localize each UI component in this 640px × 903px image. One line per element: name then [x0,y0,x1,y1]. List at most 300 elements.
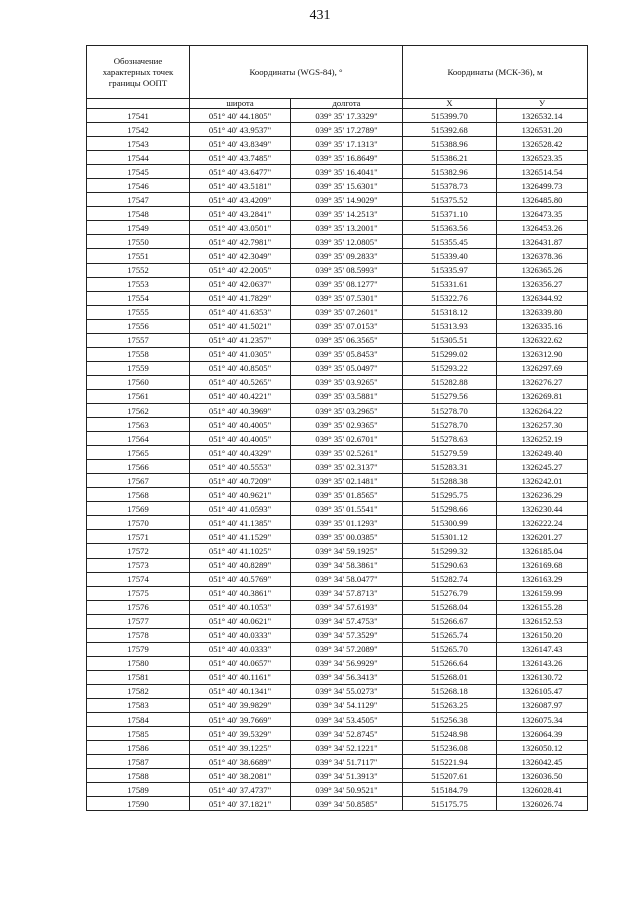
longitude-cell: 039° 34' 50.8585" [291,797,403,811]
x-coordinate-cell: 515355.45 [403,235,497,249]
latitude-cell: 051° 40' 39.1225" [190,741,291,755]
y-coordinate-cell: 1326531.20 [497,123,588,137]
table-row [87,502,588,516]
table-row [87,305,588,319]
latitude-cell: 051° 40' 43.0501" [190,221,291,235]
latitude-cell: 051° 40' 39.7669" [190,713,291,727]
point-id-cell: 17586 [87,741,190,755]
longitude-cell: 039° 34' 51.7117" [291,755,403,769]
latitude-cell: 051° 40' 41.2357" [190,333,291,347]
table-row [87,432,588,446]
y-coordinate-cell: 1326087.97 [497,698,588,712]
longitude-cell: 039° 35' 00.0385" [291,530,403,544]
latitude-cell: 051° 40' 41.6353" [190,305,291,319]
longitude-cell: 039° 35' 05.8453" [291,347,403,361]
table-row [87,783,588,797]
y-coordinate-cell: 1326163.29 [497,572,588,586]
point-id-cell: 17549 [87,221,190,235]
point-id-cell: 17587 [87,755,190,769]
longitude-cell: 039° 35' 05.0497" [291,361,403,375]
x-coordinate-cell: 515318.12 [403,305,497,319]
x-coordinate-cell: 515283.31 [403,460,497,474]
x-coordinate-cell: 515266.64 [403,656,497,670]
table-row [87,375,588,389]
table-row [87,755,588,769]
table-row [87,291,588,305]
table-row [87,319,588,333]
table-row [87,516,588,530]
x-coordinate-cell: 515278.70 [403,403,497,417]
latitude-cell: 051° 40' 40.5553" [190,460,291,474]
longitude-cell: 039° 34' 58.3861" [291,558,403,572]
y-coordinate-cell: 1326339.80 [497,305,588,319]
table-row [87,628,588,642]
latitude-cell: 051° 40' 40.1053" [190,600,291,614]
x-coordinate-cell: 515268.18 [403,684,497,698]
y-coordinate-cell: 1326028.41 [497,783,588,797]
y-coordinate-cell: 1326245.27 [497,460,588,474]
longitude-cell: 039° 35' 02.1481" [291,474,403,488]
table-row [87,656,588,670]
longitude-cell: 039° 35' 03.5881" [291,389,403,403]
latitude-cell: 051° 40' 40.0333" [190,628,291,642]
latitude-cell: 051° 40' 42.0637" [190,277,291,291]
y-coordinate-cell: 1326252.19 [497,432,588,446]
y-coordinate-cell: 1326143.26 [497,656,588,670]
y-coordinate-cell: 1326064.39 [497,727,588,741]
x-coordinate-cell: 515378.73 [403,179,497,193]
longitude-cell: 039° 35' 12.0805" [291,235,403,249]
latitude-cell: 051° 40' 40.4221" [190,389,291,403]
point-id-cell: 17568 [87,488,190,502]
table-row [87,123,588,137]
table-row [87,249,588,263]
latitude-cell: 051° 40' 40.0333" [190,642,291,656]
point-id-cell: 17558 [87,347,190,361]
point-id-cell: 17546 [87,179,190,193]
x-coordinate-cell: 515175.75 [403,797,497,811]
x-coordinate-cell: 515371.10 [403,207,497,221]
longitude-cell: 039° 35' 16.8649" [291,151,403,165]
latitude-cell: 051° 40' 40.1341" [190,684,291,698]
y-coordinate-cell: 1326249.40 [497,446,588,460]
x-coordinate-cell: 515278.70 [403,418,497,432]
y-coordinate-cell: 1326276.27 [497,375,588,389]
latitude-cell: 051° 40' 40.5265" [190,375,291,389]
point-id-cell: 17585 [87,727,190,741]
table-row [87,684,588,698]
table-row [87,446,588,460]
longitude-cell: 039° 35' 14.9029" [291,193,403,207]
point-id-cell: 17560 [87,375,190,389]
table-row [87,347,588,361]
y-coordinate-cell: 1326473.35 [497,207,588,221]
latitude-cell: 051° 40' 43.8349" [190,137,291,151]
table-row [87,193,588,207]
longitude-cell: 039° 35' 13.2001" [291,221,403,235]
table-row [87,642,588,656]
y-subheader: У [497,99,588,109]
latitude-cell: 051° 40' 41.5021" [190,319,291,333]
table-row [87,530,588,544]
latitude-cell: 051° 40' 38.2081" [190,769,291,783]
point-id-cell: 17550 [87,235,190,249]
longitude-cell: 039° 35' 03.2965" [291,403,403,417]
point-id-cell: 17556 [87,319,190,333]
y-coordinate-cell: 1326264.22 [497,403,588,417]
x-coordinate-cell: 515263.25 [403,698,497,712]
x-coordinate-cell: 515363.56 [403,221,497,235]
table-row [87,769,588,783]
point-id-cell: 17572 [87,544,190,558]
x-coordinate-cell: 515322.76 [403,291,497,305]
point-id-cell: 17581 [87,670,190,684]
point-id-cell: 17563 [87,418,190,432]
latitude-cell: 051° 40' 40.0621" [190,614,291,628]
y-coordinate-cell: 1326042.45 [497,755,588,769]
x-coordinate-cell: 515382.96 [403,165,497,179]
table-row [87,614,588,628]
table-row [87,221,588,235]
point-id-cell: 17548 [87,207,190,221]
x-coordinate-cell: 515279.56 [403,389,497,403]
x-coordinate-cell: 515265.70 [403,642,497,656]
point-id-cell: 17564 [87,432,190,446]
point-id-cell: 17553 [87,277,190,291]
point-id-cell: 17577 [87,614,190,628]
point-id-cell: 17583 [87,698,190,712]
x-coordinate-cell: 515282.88 [403,375,497,389]
table-row [87,544,588,558]
latitude-cell: 051° 40' 41.0593" [190,502,291,516]
latitude-cell: 051° 40' 37.1821" [190,797,291,811]
table-row [87,727,588,741]
latitude-cell: 051° 40' 41.1385" [190,516,291,530]
latitude-cell: 051° 40' 43.7485" [190,151,291,165]
y-coordinate-cell: 1326026.74 [497,797,588,811]
table-row [87,277,588,291]
latitude-cell: 051° 40' 40.4329" [190,446,291,460]
x-coordinate-cell: 515299.02 [403,347,497,361]
point-id-cell: 17571 [87,530,190,544]
y-coordinate-cell: 1326152.53 [497,614,588,628]
point-id-cell: 17554 [87,291,190,305]
y-coordinate-cell: 1326147.43 [497,642,588,656]
table-row [87,713,588,727]
y-coordinate-cell: 1326532.14 [497,109,588,123]
longitude-cell: 039° 34' 50.9521" [291,783,403,797]
longitude-cell: 039° 35' 09.2833" [291,249,403,263]
y-coordinate-cell: 1326453.26 [497,221,588,235]
point-id-cell: 17589 [87,783,190,797]
latitude-cell: 051° 40' 40.1161" [190,670,291,684]
x-coordinate-cell: 515184.79 [403,783,497,797]
longitude-cell: 039° 35' 07.5301" [291,291,403,305]
point-id-cell: 17576 [87,600,190,614]
latitude-cell: 051° 40' 42.3049" [190,249,291,263]
x-coordinate-cell: 515331.61 [403,277,497,291]
point-id-cell: 17584 [87,713,190,727]
table-row [87,165,588,179]
point-id-cell: 17555 [87,305,190,319]
x-coordinate-cell: 515375.52 [403,193,497,207]
latitude-cell: 051° 40' 40.0657" [190,656,291,670]
point-id-cell: 17542 [87,123,190,137]
y-coordinate-cell: 1326155.28 [497,600,588,614]
x-coordinate-cell: 515268.04 [403,600,497,614]
table-row [87,151,588,165]
table-row [87,109,588,123]
lat-subheader: широта [190,99,291,109]
table-row [87,600,588,614]
y-coordinate-cell: 1326269.81 [497,389,588,403]
longitude-cell: 039° 35' 08.5993" [291,263,403,277]
latitude-cell: 051° 40' 40.4005" [190,418,291,432]
point-id-cell: 17567 [87,474,190,488]
latitude-cell: 051° 40' 43.6477" [190,165,291,179]
latitude-cell: 051° 40' 43.5181" [190,179,291,193]
longitude-cell: 039° 34' 53.4505" [291,713,403,727]
longitude-cell: 039° 35' 02.5261" [291,446,403,460]
y-coordinate-cell: 1326159.99 [497,586,588,600]
y-coordinate-cell: 1326499.73 [497,179,588,193]
latitude-cell: 051° 40' 40.8505" [190,361,291,375]
table-row [87,389,588,403]
latitude-cell: 051° 40' 43.4209" [190,193,291,207]
latitude-cell: 051° 40' 43.9537" [190,123,291,137]
latitude-cell: 051° 40' 41.7829" [190,291,291,305]
x-coordinate-cell: 515313.93 [403,319,497,333]
y-coordinate-cell: 1326185.04 [497,544,588,558]
longitude-cell: 039° 34' 56.3413" [291,670,403,684]
longitude-cell: 039° 34' 57.3529" [291,628,403,642]
coordinates-table [86,45,588,811]
point-id-cell: 17557 [87,333,190,347]
x-coordinate-cell: 515392.68 [403,123,497,137]
y-coordinate-cell: 1326485.80 [497,193,588,207]
x-coordinate-cell: 515268.01 [403,670,497,684]
latitude-cell: 051° 40' 40.5769" [190,572,291,586]
longitude-cell: 039° 35' 17.2789" [291,123,403,137]
table-row [87,670,588,684]
y-coordinate-cell: 1326201.27 [497,530,588,544]
point-id-cell: 17541 [87,109,190,123]
y-coordinate-cell: 1326378.36 [497,249,588,263]
x-coordinate-cell: 515207.61 [403,769,497,783]
point-id-cell: 17578 [87,628,190,642]
point-id-cell: 17545 [87,165,190,179]
table-row [87,235,588,249]
longitude-cell: 039° 35' 07.0153" [291,319,403,333]
longitude-cell: 039° 34' 55.0273" [291,684,403,698]
y-coordinate-cell: 1326150.20 [497,628,588,642]
x-coordinate-cell: 515279.59 [403,446,497,460]
y-coordinate-cell: 1326236.29 [497,488,588,502]
y-coordinate-cell: 1326105.47 [497,684,588,698]
longitude-cell: 039° 35' 02.9365" [291,418,403,432]
x-coordinate-cell: 515278.63 [403,432,497,446]
longitude-cell: 039° 34' 57.2089" [291,642,403,656]
point-column-header: Обозначение характерных точек границы ООПТ [87,46,190,99]
x-coordinate-cell: 515339.40 [403,249,497,263]
x-coordinate-cell: 515305.51 [403,333,497,347]
x-coordinate-cell: 515276.79 [403,586,497,600]
x-coordinate-cell: 515248.98 [403,727,497,741]
y-coordinate-cell: 1326242.01 [497,474,588,488]
point-id-cell: 17551 [87,249,190,263]
x-coordinate-cell: 515300.99 [403,516,497,530]
x-coordinate-cell: 515288.38 [403,474,497,488]
y-coordinate-cell: 1326130.72 [497,670,588,684]
latitude-cell: 051° 40' 41.0305" [190,347,291,361]
longitude-cell: 039° 35' 06.3565" [291,333,403,347]
x-coordinate-cell: 515221.94 [403,755,497,769]
longitude-cell: 039° 35' 01.8565" [291,488,403,502]
y-coordinate-cell: 1326230.44 [497,502,588,516]
lon-subheader: долгота [291,99,403,109]
point-id-cell: 17561 [87,389,190,403]
x-coordinate-cell: 515335.97 [403,263,497,277]
point-id-cell: 17580 [87,656,190,670]
y-coordinate-cell: 1326297.69 [497,361,588,375]
x-coordinate-cell: 515386.21 [403,151,497,165]
table-row [87,460,588,474]
longitude-cell: 039° 34' 57.8713" [291,586,403,600]
table-header [87,46,588,109]
x-coordinate-cell: 515388.96 [403,137,497,151]
point-id-cell: 17562 [87,403,190,417]
longitude-cell: 039° 35' 03.9265" [291,375,403,389]
y-coordinate-cell: 1326514.54 [497,165,588,179]
y-coordinate-cell: 1326036.50 [497,769,588,783]
table-row [87,474,588,488]
longitude-cell: 039° 35' 15.6301" [291,179,403,193]
y-coordinate-cell: 1326075.34 [497,713,588,727]
longitude-cell: 039° 34' 52.1221" [291,741,403,755]
latitude-cell: 051° 40' 40.3861" [190,586,291,600]
x-subheader: X [403,99,497,109]
x-coordinate-cell: 515256.38 [403,713,497,727]
latitude-cell: 051° 40' 38.6689" [190,755,291,769]
table-body [87,109,588,811]
table-row [87,418,588,432]
longitude-cell: 039° 35' 07.2601" [291,305,403,319]
point-id-cell: 17574 [87,572,190,586]
longitude-cell: 039° 34' 56.9929" [291,656,403,670]
y-coordinate-cell: 1326222.24 [497,516,588,530]
longitude-cell: 039° 34' 54.1129" [291,698,403,712]
latitude-cell: 051° 40' 40.9621" [190,488,291,502]
latitude-cell: 051° 40' 43.2841" [190,207,291,221]
y-coordinate-cell: 1326431.87 [497,235,588,249]
y-coordinate-cell: 1326356.27 [497,277,588,291]
point-id-cell: 17588 [87,769,190,783]
longitude-cell: 039° 34' 59.1925" [291,544,403,558]
y-coordinate-cell: 1326322.62 [497,333,588,347]
longitude-cell: 039° 34' 51.3913" [291,769,403,783]
table-row [87,333,588,347]
y-coordinate-cell: 1326528.42 [497,137,588,151]
x-coordinate-cell: 515236.08 [403,741,497,755]
y-coordinate-cell: 1326169.68 [497,558,588,572]
longitude-cell: 039° 35' 01.5541" [291,502,403,516]
point-id-cell: 17547 [87,193,190,207]
latitude-cell: 051° 40' 40.8289" [190,558,291,572]
table-row [87,263,588,277]
point-id-cell: 17543 [87,137,190,151]
y-coordinate-cell: 1326050.12 [497,741,588,755]
longitude-cell: 039° 35' 08.1277" [291,277,403,291]
latitude-cell: 051° 40' 41.1529" [190,530,291,544]
table-row [87,207,588,221]
x-coordinate-cell: 515399.70 [403,109,497,123]
x-coordinate-cell: 515301.12 [403,530,497,544]
table-row [87,403,588,417]
longitude-cell: 039° 35' 02.3137" [291,460,403,474]
table-row [87,179,588,193]
x-coordinate-cell: 515299.32 [403,544,497,558]
table-row [87,137,588,151]
longitude-cell: 039° 34' 58.0477" [291,572,403,586]
latitude-cell: 051° 40' 40.3969" [190,403,291,417]
longitude-cell: 039° 34' 57.6193" [291,600,403,614]
latitude-cell: 051° 40' 41.1025" [190,544,291,558]
wgs-column-header: Координаты (WGS-84), ° [190,46,403,99]
table-row [87,558,588,572]
point-id-cell: 17582 [87,684,190,698]
x-coordinate-cell: 515265.74 [403,628,497,642]
point-id-cell: 17565 [87,446,190,460]
table-row [87,586,588,600]
point-id-cell: 17566 [87,460,190,474]
latitude-cell: 051° 40' 42.7981" [190,235,291,249]
x-coordinate-cell: 515290.63 [403,558,497,572]
msk-column-header: Координаты (МСК-36), м [403,46,588,99]
y-coordinate-cell: 1326344.92 [497,291,588,305]
latitude-cell: 051° 40' 40.7209" [190,474,291,488]
y-coordinate-cell: 1326365.26 [497,263,588,277]
longitude-cell: 039° 35' 17.1313" [291,137,403,151]
x-coordinate-cell: 515293.22 [403,361,497,375]
table-row [87,741,588,755]
point-id-cell: 17573 [87,558,190,572]
point-id-cell: 17569 [87,502,190,516]
latitude-cell: 051° 40' 42.2005" [190,263,291,277]
y-coordinate-cell: 1326523.35 [497,151,588,165]
table-row [87,698,588,712]
y-coordinate-cell: 1326257.30 [497,418,588,432]
x-coordinate-cell: 515298.66 [403,502,497,516]
table-row [87,572,588,586]
y-coordinate-cell: 1326312.90 [497,347,588,361]
point-id-cell: 17579 [87,642,190,656]
longitude-cell: 039° 35' 02.6701" [291,432,403,446]
longitude-cell: 039° 35' 01.1293" [291,516,403,530]
table-row [87,797,588,811]
empty-subheader [87,99,190,109]
page-number: 431 [309,8,331,23]
longitude-cell: 039° 35' 17.3329" [291,109,403,123]
table-row [87,361,588,375]
point-id-cell: 17590 [87,797,190,811]
table-row [87,488,588,502]
x-coordinate-cell: 515295.75 [403,488,497,502]
latitude-cell: 051° 40' 37.4737" [190,783,291,797]
longitude-cell: 039° 35' 16.4041" [291,165,403,179]
point-id-cell: 17570 [87,516,190,530]
x-coordinate-cell: 515282.74 [403,572,497,586]
latitude-cell: 051° 40' 39.9829" [190,698,291,712]
